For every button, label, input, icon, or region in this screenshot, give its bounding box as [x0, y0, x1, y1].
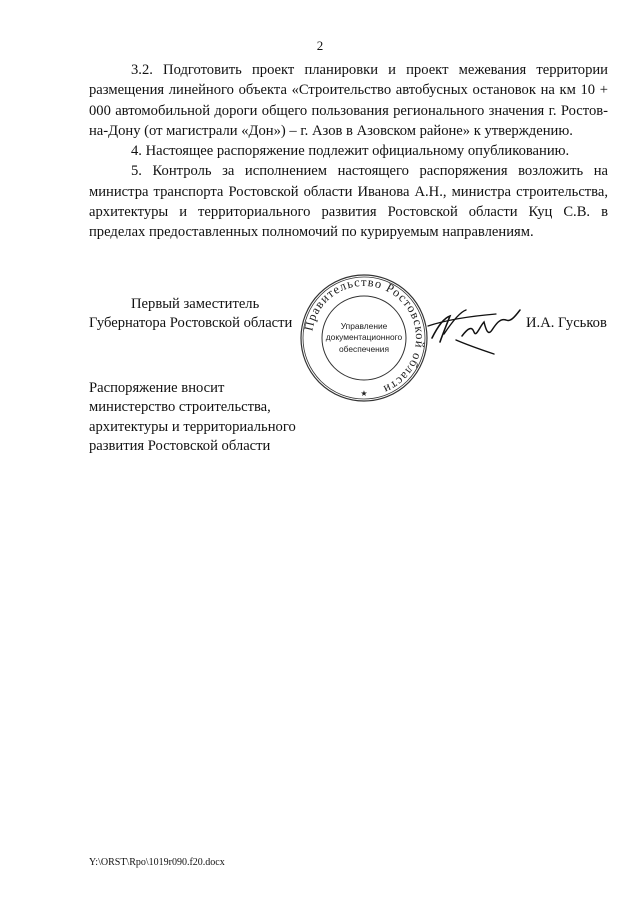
svg-text:★: ★ — [360, 389, 368, 398]
signer-title-line2: Губернатора Ростовской области — [89, 315, 293, 331]
seal-center-line3: обеспечения — [339, 344, 389, 354]
submitter-line3: архитектуры и территориального — [89, 418, 296, 435]
submitter-line2: министерство строительства, — [89, 399, 271, 416]
submitter-line4: развития Ростовской области — [89, 438, 271, 455]
submitter-line1: Распоряжение вносит — [89, 380, 225, 396]
submitter-block — [89, 379, 349, 457]
document-body — [89, 60, 608, 243]
handwritten-signature — [426, 296, 526, 356]
signer-title — [89, 295, 304, 333]
signer-title-line1: Первый заместитель — [131, 296, 260, 312]
footer-file-path: Y:\ORST\Rpo\1019r090.f20.docx — [89, 857, 225, 868]
paragraph-5: 5. Контроль за исполнением настоящего распоряжения возложить на министра транспорта Ростовской области Иванова А.Н., министра строительства, архитектуры и территориального развития Ростовской области Куц С.В. в пределах предоставленных полномочий по курируемым направлениям. — [89, 163, 608, 241]
page-number: 2 — [316, 38, 324, 53]
seal-center-line1: Управление — [340, 321, 388, 331]
paragraph-3-2: 3.2. Подготовить проект планировки и проект межевания территории размещения линейного объекта «Строительство автобусных остановок на км 10 + 000 автомобильной дороги общего пользования регионального значения г. Ростов-на-Дону (от магистрали «Дон») – г. Азов в Азовском районе» к утверждению. — [89, 62, 608, 139]
paragraph-4: 4. Настоящее распоряжение подлежит официальному опубликованию. — [131, 143, 570, 160]
seal-ring-text: Правительство Ростовской области — [301, 274, 428, 397]
seal-center-line2: документационного — [325, 332, 403, 342]
signer-name: И.А. Гуськов — [526, 315, 607, 331]
